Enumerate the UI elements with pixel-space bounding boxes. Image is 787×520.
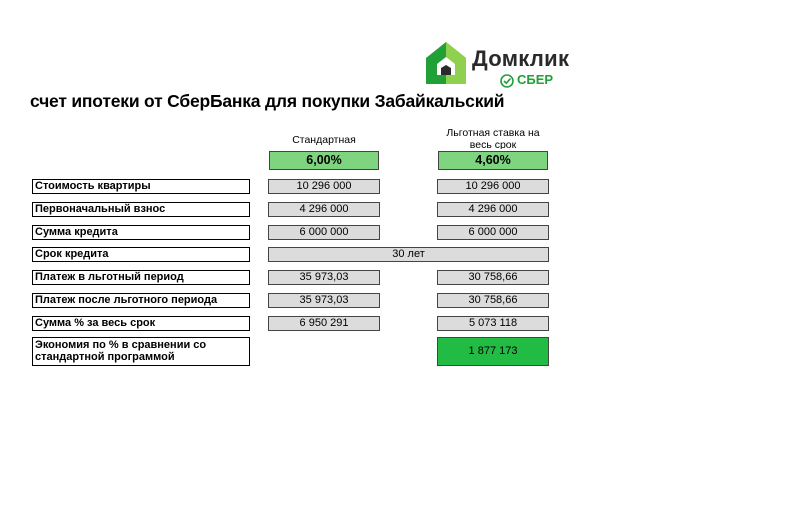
value-apartment-cost-preferential: 10 296 000 <box>437 179 549 194</box>
column-header-standard: Стандартная <box>292 134 356 146</box>
house-icon <box>424 40 468 86</box>
column-header-preferential: Льготная ставка на весь срок <box>446 127 540 149</box>
sber-check-icon <box>500 74 514 88</box>
rate-preferential: 4,60% <box>438 151 548 170</box>
value-payment-after-period-preferential: 30 758,66 <box>437 293 549 308</box>
row-label-payment-preferential-period: Платеж в льготный период <box>32 270 250 285</box>
logo-sub: СБЕР <box>517 72 554 87</box>
value-payment-preferential-period-preferential: 30 758,66 <box>437 270 549 285</box>
row-label-loan-term: Срок кредита <box>32 247 250 262</box>
row-label-total-interest: Сумма % за весь срок <box>32 316 250 331</box>
value-payment-preferential-period-standard: 35 973,03 <box>268 270 380 285</box>
row-label-down-payment: Первоначальный взнос <box>32 202 250 217</box>
value-apartment-cost-standard: 10 296 000 <box>268 179 380 194</box>
row-label-payment-after-period: Платеж после льготного периода <box>32 293 250 308</box>
value-total-interest-standard: 6 950 291 <box>268 316 380 331</box>
row-label-apartment-cost: Стоимость квартиры <box>32 179 250 194</box>
value-total-interest-preferential: 5 073 118 <box>437 316 549 331</box>
value-payment-after-period-standard: 35 973,03 <box>268 293 380 308</box>
value-interest-savings: 1 877 173 <box>437 337 549 366</box>
domclick-logo <box>424 40 584 92</box>
page-title: счет ипотеки от СберБанка для покупки Забайкальский <box>30 91 505 111</box>
row-label-interest-savings: Экономия по % в сравнении со стандартной программой <box>32 337 250 366</box>
value-down-payment-standard: 4 296 000 <box>268 202 380 217</box>
rate-standard: 6,00% <box>269 151 379 170</box>
value-down-payment-preferential: 4 296 000 <box>437 202 549 217</box>
value-loan-term: 30 лет <box>268 247 549 262</box>
value-loan-amount-standard: 6 000 000 <box>268 225 380 240</box>
value-loan-amount-preferential: 6 000 000 <box>437 225 549 240</box>
logo-name: Домклик <box>472 46 570 71</box>
row-label-loan-amount: Сумма кредита <box>32 225 250 240</box>
